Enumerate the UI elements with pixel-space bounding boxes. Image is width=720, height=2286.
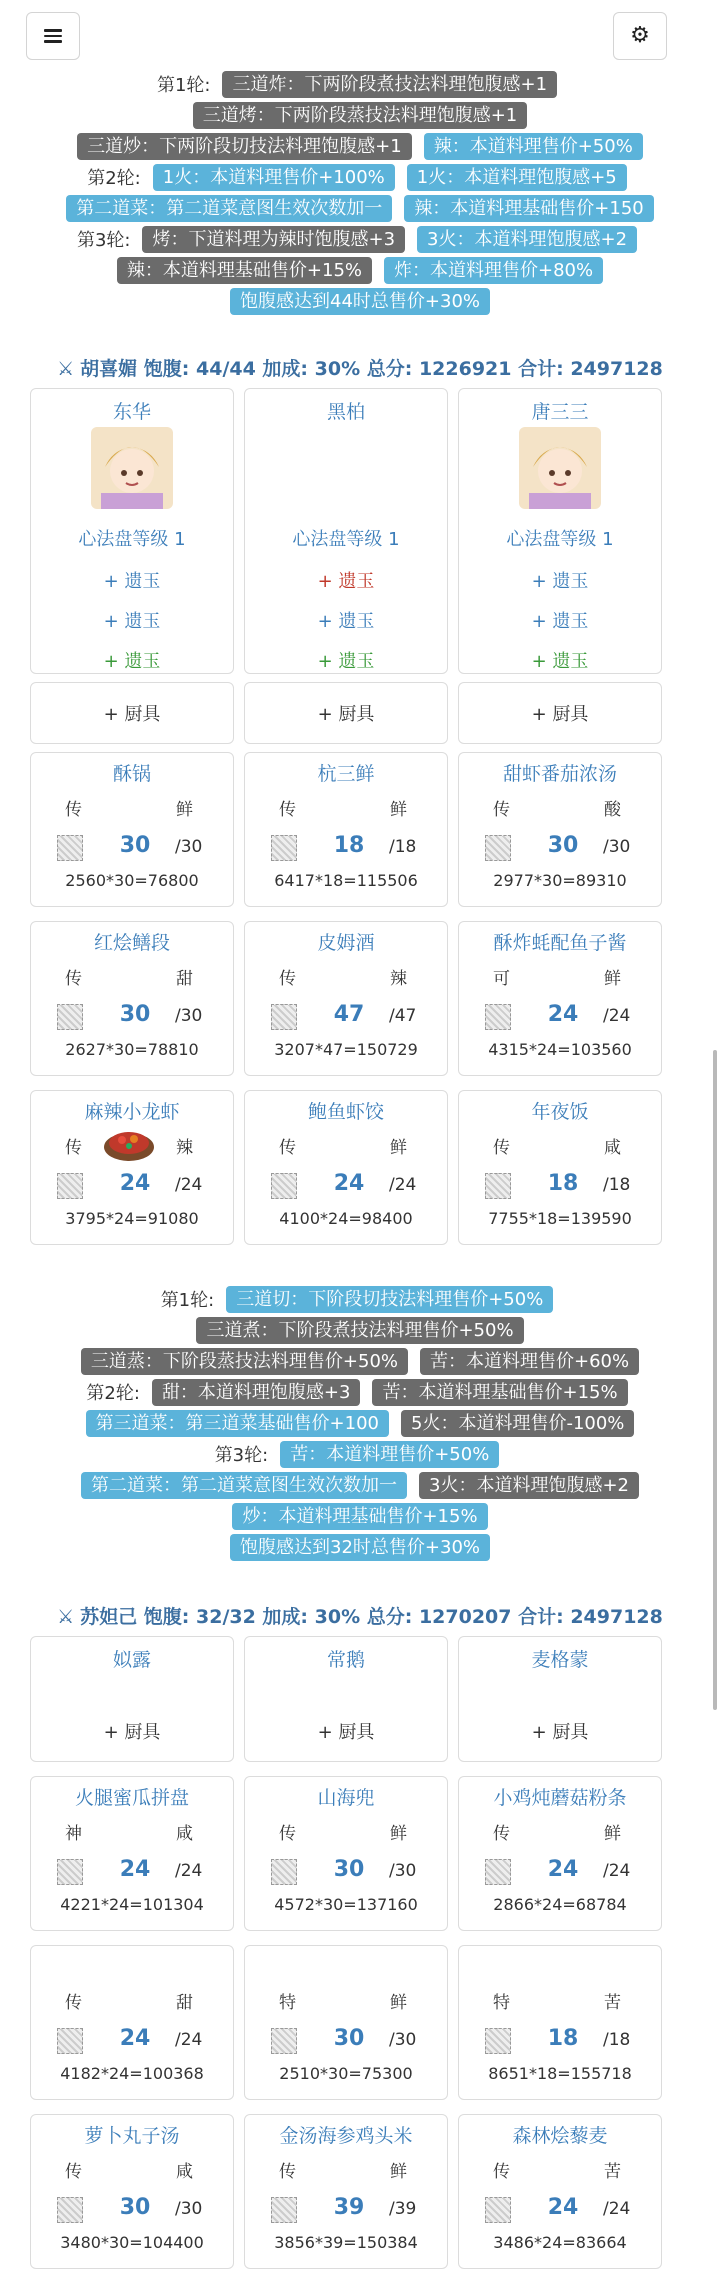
dish-image-placeholder	[485, 1859, 511, 1885]
dish-card[interactable]	[30, 1776, 234, 1931]
rule-tag: 辣：本道料理售价+50%	[424, 133, 643, 160]
rule-tag: 辣：本道料理基础售价+15%	[117, 257, 372, 284]
dish-image-placeholder	[57, 1173, 83, 1199]
rule-tag: 1火：本道料理饱腹感+5	[407, 164, 627, 191]
dish-tags	[245, 964, 447, 989]
dish-tags	[31, 1819, 233, 1844]
dish-name: 皮姆酒	[317, 932, 375, 954]
dish-image-placeholder	[485, 1004, 511, 1030]
dish-max: /30	[389, 1861, 417, 1881]
dish-card[interactable]	[244, 1776, 448, 1931]
combo-2-rules	[0, 1282, 720, 1561]
summary-text: 苏妲己 饱腹: 32/32 加成: 30% 总分: 1270207 合计: 2497128	[80, 1606, 663, 1628]
round-label: 第3轮:	[214, 1445, 269, 1466]
round-label: 第2轮:	[86, 1383, 140, 1404]
dish-card[interactable]	[458, 2114, 662, 2269]
dish-quantity[interactable]: 47	[333, 1002, 365, 1027]
rule-tag: 苦：本道料理售价+60%	[420, 1348, 639, 1375]
quantity-row	[459, 831, 661, 865]
combo-1-chef-row	[30, 388, 663, 674]
rule-tag: 三道煮：下阶段煮技法料理售价+50%	[196, 1317, 523, 1344]
dish-image-placeholder	[485, 2197, 511, 2223]
dish-rarity: 传	[65, 969, 82, 989]
rule-line	[0, 101, 720, 129]
dish-rarity: 神	[65, 1824, 82, 1844]
rule-tag: 1火：本道料理售价+100%	[153, 164, 395, 191]
add-jade-button[interactable]: + 遗玉	[531, 651, 589, 672]
dish-image-placeholder	[271, 2028, 297, 2054]
rule-tag: 三道炸：下两阶段煮技法料理饱腹感+1	[222, 71, 557, 98]
dish-rarity: 特	[279, 1993, 296, 2013]
dish-max: /30	[175, 1006, 203, 1026]
dish-tags	[459, 1988, 661, 2013]
rule-tag: 炒：本道料理基础售价+15%	[232, 1503, 487, 1530]
chef-name: 常鹅	[326, 1649, 365, 1671]
dish-formula: 4572*30=137160	[274, 1895, 418, 1914]
dish-formula: 4100*24=98400	[279, 1209, 413, 1228]
dish-name: 酥炸蚝配鱼子酱	[493, 932, 627, 954]
dish-max: /47	[389, 1006, 417, 1026]
rule-tag: 苦：本道料理售价+50%	[280, 1441, 499, 1468]
dish-taste: 咸	[604, 1138, 621, 1158]
dish-image-placeholder	[485, 2028, 511, 2054]
dish-name	[459, 1952, 661, 1976]
rule-line	[0, 194, 720, 222]
dish-name	[31, 1952, 233, 1976]
dish-name: 杭三鲜	[317, 763, 375, 785]
dish-card[interactable]	[244, 752, 448, 907]
dish-quantity[interactable]: 39	[333, 2195, 365, 2220]
dish-card[interactable]	[458, 752, 662, 907]
dish-taste: 咸	[176, 2162, 193, 2182]
dish-card[interactable]	[30, 752, 234, 907]
dish-name: 小鸡炖蘑菇粉条	[493, 1787, 627, 1809]
chef-card[interactable]	[30, 1636, 234, 1762]
dish-card[interactable]	[458, 1945, 662, 2100]
chef-card[interactable]	[458, 1636, 662, 1762]
dish-quantity[interactable]: 30	[547, 833, 579, 858]
dish-tags	[459, 1133, 661, 1158]
gear-icon: ⚙	[630, 23, 650, 48]
dish-max: /18	[603, 2030, 631, 2050]
dish-card[interactable]	[244, 2114, 448, 2269]
rule-tag: 三道烤：下两阶段蒸技法料理饱腹感+1	[193, 102, 528, 129]
rule-tag: 烤：下道料理为辣时饱腹感+3	[142, 226, 405, 253]
add-jade-button[interactable]: + 遗玉	[103, 651, 161, 672]
dish-image-placeholder	[271, 835, 297, 861]
skill-level: 心法盘等级 1	[292, 529, 400, 550]
hamburger-icon	[44, 29, 62, 43]
dish-quantity[interactable]: 30	[119, 2195, 151, 2220]
dish-name: 酥锅	[112, 763, 151, 785]
dish-rarity: 特	[493, 1993, 510, 2013]
dish-card[interactable]	[30, 2114, 234, 2269]
dish-rarity: 传	[65, 1993, 82, 2013]
dish-name: 红烩鳝段	[93, 932, 170, 954]
dish-max: /30	[175, 2199, 203, 2219]
page-scrollbar[interactable]	[713, 1050, 717, 1710]
summary-text: 胡喜媚 饱腹: 44/44 加成: 30% 总分: 1226921 合计: 2497128	[80, 358, 663, 380]
combo-summary	[0, 354, 720, 384]
dish-name: 山海兜	[317, 1787, 375, 1809]
dish-max: /39	[389, 2199, 417, 2219]
dish-max: /30	[389, 2030, 417, 2050]
dish-rarity: 传	[279, 800, 296, 820]
dish-image-placeholder	[57, 1859, 83, 1885]
dish-tags	[245, 1819, 447, 1844]
rule-tag: 第二道菜：第二道菜意图生效次数加一	[66, 195, 392, 222]
rule-line	[0, 1471, 720, 1499]
dish-formula: 6417*18=115506	[274, 871, 418, 890]
quantity-row	[31, 1000, 233, 1034]
rule-line	[0, 1347, 720, 1375]
chef-avatar	[91, 427, 173, 509]
dish-tags	[245, 2157, 447, 2182]
dish-taste: 苦	[604, 1993, 621, 2013]
dish-taste: 甜	[176, 1993, 193, 2013]
add-jade-button[interactable]: + 遗玉	[103, 571, 161, 592]
dish-card[interactable]	[458, 1776, 662, 1931]
add-tool-button[interactable]: + 厨具	[531, 1722, 589, 1743]
dish-taste: 辣	[176, 1138, 193, 1158]
chef-card[interactable]	[244, 1636, 448, 1762]
dish-tags	[459, 1819, 661, 1844]
dish-tags	[31, 1133, 233, 1158]
add-jade-button[interactable]: + 遗玉	[531, 571, 589, 592]
dish-formula: 2627*30=78810	[65, 1040, 199, 1059]
rule-line	[0, 1316, 720, 1344]
combo-1-dish-grid	[30, 752, 663, 1245]
quantity-row	[245, 1169, 447, 1203]
quantity-row	[459, 1855, 661, 1889]
dish-max: /24	[389, 1175, 417, 1195]
dish-tags	[459, 2157, 661, 2182]
rule-tag: 5火：本道料理售价-100%	[401, 1410, 634, 1437]
quantity-row	[31, 831, 233, 865]
add-jade-button[interactable]: + 遗玉	[531, 611, 589, 632]
combo-2-chef-row	[30, 1636, 663, 1762]
rule-line	[0, 1533, 720, 1561]
dish-max: /18	[603, 1175, 631, 1195]
dish-taste: 辣	[390, 969, 407, 989]
combo-1-rules	[0, 67, 720, 315]
dish-rarity: 传	[279, 969, 296, 989]
chef-name: 东华	[112, 401, 151, 423]
rule-line	[0, 225, 720, 253]
dish-rarity: 传	[493, 1138, 510, 1158]
rule-tag: 炸：本道料理售价+80%	[384, 257, 603, 284]
chef-name: 唐三三	[531, 401, 589, 423]
add-tool-button[interactable]: + 厨具	[317, 1722, 375, 1743]
rule-line	[0, 1378, 720, 1406]
dish-image-placeholder	[271, 1173, 297, 1199]
rule-line	[0, 1440, 720, 1468]
add-jade-button[interactable]: + 遗玉	[317, 571, 375, 592]
dish-rarity: 传	[279, 2162, 296, 2182]
dish-taste: 咸	[176, 1824, 193, 1844]
dish-tags	[245, 1988, 447, 2013]
dish-quantity[interactable]: 18	[333, 833, 365, 858]
dish-max: /24	[603, 1006, 631, 1026]
dish-name	[245, 1952, 447, 1976]
dish-image-placeholder	[57, 2028, 83, 2054]
round-label: 第1轮:	[160, 1290, 215, 1311]
dish-taste: 酸	[604, 800, 621, 820]
dish-tags	[31, 795, 233, 820]
dish-rarity: 传	[279, 1138, 296, 1158]
dish-max: /30	[175, 837, 203, 857]
add-tool-button[interactable]: + 厨具	[30, 682, 234, 744]
dish-quantity[interactable]: 24	[333, 1171, 365, 1196]
dish-rarity: 传	[493, 2162, 510, 2182]
dish-name: 麻辣小龙虾	[84, 1101, 180, 1123]
dish-card[interactable]	[458, 921, 662, 1076]
rule-tag: 饱腹感达到44时总售价+30%	[230, 288, 490, 315]
chef-card[interactable]	[458, 388, 662, 674]
dish-image-placeholder	[271, 2197, 297, 2223]
dish-max: /30	[603, 837, 631, 857]
chef-name: 姒露	[112, 1649, 151, 1671]
rule-line	[0, 1409, 720, 1437]
rule-tag: 辣：本道料理基础售价+150	[404, 195, 653, 222]
dish-max: /24	[175, 2030, 203, 2050]
dish-rarity: 传	[65, 1138, 82, 1158]
dish-formula: 4315*24=103560	[488, 1040, 632, 1059]
dish-formula: 4221*24=101304	[60, 1895, 204, 1914]
dish-formula: 4182*24=100368	[60, 2064, 204, 2083]
dish-quantity[interactable]: 24	[547, 1857, 579, 1882]
quantity-row	[31, 2024, 233, 2058]
combo-summary	[0, 1602, 720, 1632]
combo-1-summary	[0, 346, 720, 384]
dish-tags	[31, 2157, 233, 2182]
rule-tag: 第二道菜：第二道菜意图生效次数加一	[81, 1472, 407, 1499]
dish-quantity[interactable]: 30	[119, 833, 151, 858]
dish-card[interactable]	[30, 921, 234, 1076]
dish-taste: 鲜	[390, 1138, 407, 1158]
dish-taste: 鲜	[604, 969, 621, 989]
add-tool-button[interactable]: + 厨具	[244, 682, 448, 744]
dish-max: /24	[175, 1861, 203, 1881]
dish-name: 甜虾番茄浓汤	[502, 763, 617, 785]
rule-tag: 三道炒：下两阶段切技法料理饱腹感+1	[77, 133, 412, 160]
quantity-row	[459, 1169, 661, 1203]
round-label: 第3轮:	[76, 230, 131, 251]
add-jade-button[interactable]: + 遗玉	[317, 651, 375, 672]
dish-formula: 8651*18=155718	[488, 2064, 632, 2083]
dish-quantity[interactable]: 24	[547, 1002, 579, 1027]
dish-image-placeholder	[485, 835, 511, 861]
dish-quantity[interactable]: 18	[547, 1171, 579, 1196]
quantity-row	[459, 2024, 661, 2058]
chef-card[interactable]	[30, 388, 234, 674]
dish-formula: 2560*30=76800	[65, 871, 199, 890]
quantity-row	[245, 831, 447, 865]
rule-line	[0, 256, 720, 284]
combo-1-tool-row	[30, 682, 663, 744]
quantity-row	[31, 2193, 233, 2227]
quantity-row	[245, 2193, 447, 2227]
rule-line	[0, 70, 720, 98]
dish-name: 金汤海参鸡头米	[279, 2125, 413, 2147]
add-jade-button[interactable]: + 遗玉	[103, 611, 161, 632]
dish-taste: 鲜	[176, 800, 193, 820]
dish-max: /24	[603, 2199, 631, 2219]
dish-name: 火腿蜜瓜拼盘	[74, 1787, 189, 1809]
dish-formula: 2977*30=89310	[493, 871, 627, 890]
rule-line	[0, 163, 720, 191]
dish-image-placeholder	[271, 1859, 297, 1885]
dish-formula: 2866*24=68784	[493, 1895, 627, 1914]
quantity-row	[31, 1169, 233, 1203]
skill-level: 心法盘等级 1	[506, 529, 614, 550]
quantity-row	[459, 2193, 661, 2227]
dish-quantity[interactable]: 30	[333, 2026, 365, 2051]
dish-quantity[interactable]: 24	[119, 1171, 151, 1196]
fork-icon: ⚔	[57, 358, 75, 380]
dish-card[interactable]	[244, 921, 448, 1076]
dish-tags	[245, 1133, 447, 1158]
dish-name: 鲍鱼虾饺	[307, 1101, 384, 1123]
quantity-row	[245, 1855, 447, 1889]
dish-max: /18	[389, 837, 417, 857]
rule-line	[0, 1285, 720, 1313]
dish-image-placeholder	[57, 835, 83, 861]
chef-avatar	[305, 427, 387, 509]
dish-name: 萝卜丸子汤	[84, 2125, 180, 2147]
dish-tags	[245, 795, 447, 820]
dish-formula: 3207*47=150729	[274, 1040, 418, 1059]
rule-line	[0, 287, 720, 315]
chef-card[interactable]	[244, 388, 448, 674]
combo-2-dish-grid	[30, 1776, 663, 2269]
menu-button[interactable]	[26, 12, 80, 60]
dish-image-placeholder	[485, 1173, 511, 1199]
dish-rarity: 传	[279, 1824, 296, 1844]
rule-line	[0, 132, 720, 160]
dish-taste: 鲜	[604, 1824, 621, 1844]
dish-image-placeholder	[271, 1004, 297, 1030]
quantity-row	[245, 1000, 447, 1034]
chef-avatar	[519, 427, 601, 509]
quantity-row	[459, 1000, 661, 1034]
dish-taste: 鲜	[390, 1993, 407, 2013]
quantity-row	[245, 2024, 447, 2058]
dish-quantity[interactable]: 30	[333, 1857, 365, 1882]
dish-card[interactable]	[244, 1090, 448, 1245]
dish-formula: 7755*18=139590	[488, 1209, 632, 1228]
rule-line	[0, 1502, 720, 1530]
dish-formula: 3856*39=150384	[274, 2233, 418, 2252]
dish-formula: 3486*24=83664	[493, 2233, 627, 2252]
round-label: 第2轮:	[87, 168, 141, 189]
dish-card[interactable]	[30, 1090, 234, 1245]
dish-quantity[interactable]: 24	[119, 2026, 151, 2051]
dish-formula: 2510*30=75300	[279, 2064, 413, 2083]
combo-2-summary	[0, 1594, 720, 1632]
add-tool-button[interactable]: + 厨具	[458, 682, 662, 744]
fork-icon: ⚔	[57, 1606, 75, 1628]
add-jade-button[interactable]: + 遗玉	[317, 611, 375, 632]
rule-tag: 3火：本道料理饱腹感+2	[419, 1472, 639, 1499]
dish-card[interactable]	[244, 1945, 448, 2100]
dish-taste: 鲜	[390, 1824, 407, 1844]
dish-rarity: 可	[493, 969, 510, 989]
dish-rarity: 传	[65, 2162, 82, 2182]
dish-image-placeholder	[57, 1004, 83, 1030]
dish-taste: 鲜	[390, 800, 407, 820]
dish-formula: 3795*24=91080	[65, 1209, 199, 1228]
dish-tags	[31, 964, 233, 989]
chef-name: 黑柏	[326, 401, 365, 423]
dish-card[interactable]	[458, 1090, 662, 1245]
rule-tag: 苦：本道料理基础售价+15%	[372, 1379, 627, 1406]
dish-tags	[31, 1988, 233, 2013]
round-label: 第1轮:	[156, 75, 211, 96]
dish-taste: 甜	[176, 969, 193, 989]
dish-name: 森林烩藜麦	[512, 2125, 608, 2147]
rule-tag: 第三道菜：第三道菜基础售价+100	[86, 1410, 389, 1437]
skill-level: 心法盘等级 1	[78, 529, 186, 550]
chef-name: 麦格蒙	[531, 1649, 589, 1671]
dish-taste: 苦	[604, 2162, 621, 2182]
dish-formula: 3480*30=104400	[60, 2233, 204, 2252]
dish-card[interactable]	[30, 1945, 234, 2100]
dish-quantity[interactable]: 24	[547, 2195, 579, 2220]
dish-taste: 鲜	[390, 2162, 407, 2182]
dish-tags	[459, 795, 661, 820]
dish-rarity: 传	[65, 800, 82, 820]
dish-max: /24	[175, 1175, 203, 1195]
rule-tag: 三道蒸：下阶段蒸技法料理售价+50%	[81, 1348, 408, 1375]
quantity-row	[31, 1855, 233, 1889]
dish-rarity: 传	[493, 1824, 510, 1844]
dish-quantity[interactable]: 18	[547, 2026, 579, 2051]
dish-name: 年夜饭	[531, 1101, 589, 1123]
rule-tag: 甜：本道料理饱腹感+3	[152, 1379, 361, 1406]
crayfish-icon	[102, 1121, 156, 1155]
settings-button[interactable]	[613, 12, 667, 60]
dish-rarity: 传	[493, 800, 510, 820]
rule-tag: 3火：本道料理饱腹感+2	[417, 226, 637, 253]
dish-image-placeholder	[57, 2197, 83, 2223]
add-tool-button[interactable]: + 厨具	[103, 1722, 161, 1743]
rule-tag: 饱腹感达到32时总售价+30%	[230, 1534, 490, 1561]
dish-quantity[interactable]: 30	[119, 1002, 151, 1027]
dish-tags	[459, 964, 661, 989]
dish-quantity[interactable]: 24	[119, 1857, 151, 1882]
rule-tag: 三道切：下阶段切技法料理售价+50%	[226, 1286, 553, 1313]
dish-max: /24	[603, 1861, 631, 1881]
